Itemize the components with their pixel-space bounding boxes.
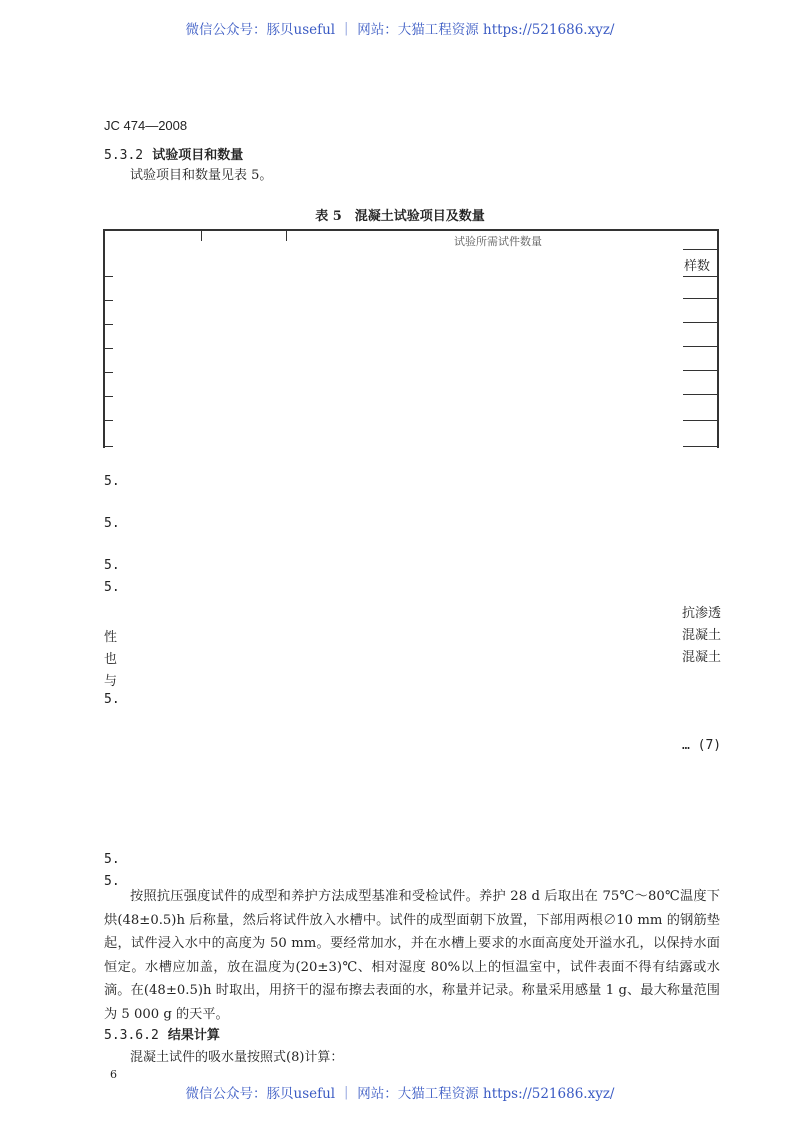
table-rule — [683, 394, 718, 395]
fragment: 5. — [104, 580, 120, 595]
table-rule — [103, 324, 113, 325]
table-rule — [103, 348, 113, 349]
table-rule — [103, 446, 113, 447]
watermark-top: 微信公众号：豚贝useful ｜ 网站：大猫工程资源 https://521686.xyz/ — [185, 22, 615, 38]
table-rule — [683, 249, 718, 250]
table-rule — [683, 346, 718, 347]
fragment: 5. — [104, 692, 120, 707]
section-body-2: 混凝土试件的吸水量按照式(8)计算： — [130, 1050, 344, 1065]
fragment: 也 — [104, 652, 118, 667]
section-heading-2 — [104, 1024, 220, 1043]
table-rule — [103, 300, 113, 301]
table-rule — [103, 372, 113, 373]
table-rule — [683, 276, 718, 277]
fragment: 5. — [104, 874, 120, 889]
procedure-paragraph: 按照抗压强度试件的成型和养护方法成型基准和受检试件。养护 28 d 后取出在 75℃～80℃温度下烘(48±0.5)h 后称量，然后将试件放入水槽中。试件的成型面朝下放置，下部用两根∅10 mm 的钢筋垫起，试件浸入水中的高度为 50 mm。要经常加水，并在水槽上要求的水面高度处开溢水孔，以保持水面恒定。水槽应加盖，放在温度为(20±3)℃、相对湿度 80%以上的恒温室中，试件表面不得有结露或水滴。在(48±0.5)h 时取出，用挤干的湿布擦去表面的水，称量并记录。称量采用感量 1 g、最大称量范围为 5 000 g 的天平。 — [104, 889, 720, 1022]
table-header-samples: 样数 — [684, 259, 711, 274]
document-header: JC 474—2008 — [104, 118, 188, 133]
section-number: 5.3.2 — [104, 148, 144, 163]
section-heading — [104, 144, 243, 163]
fragment: 抗渗透 — [682, 606, 722, 621]
fragment: 性 — [104, 630, 118, 645]
section-title: 试验项目和数量 — [152, 148, 244, 163]
page-number: 6 — [110, 1068, 117, 1081]
table-rule — [103, 420, 113, 421]
table-rule — [683, 298, 718, 299]
fragment: 与 — [104, 674, 118, 689]
fragment: 混凝土 — [682, 650, 722, 665]
table-caption: 表 5 混凝土试验项目及数量 — [315, 209, 485, 224]
section-number: 5.3.6.2 — [104, 1028, 159, 1043]
section-title: 结果计算 — [167, 1028, 220, 1043]
equation-number: … (7) — [682, 738, 722, 753]
fragment: 混凝土 — [682, 628, 722, 643]
fragment: 5. — [104, 558, 120, 573]
table-rule — [683, 370, 718, 371]
fragment: 5. — [104, 852, 120, 867]
table-header-group: 试验所需试件数量 — [454, 235, 542, 248]
fragment: 5. — [104, 474, 120, 489]
table-rule — [103, 276, 113, 277]
table-rule — [683, 420, 718, 421]
table-rule — [103, 396, 113, 397]
table-rule — [683, 446, 718, 447]
table-rule — [683, 322, 718, 323]
fragment: 5. — [104, 516, 120, 531]
section-body: 试验项目和数量见表 5。 — [130, 168, 273, 183]
watermark-bottom: 微信公众号：豚贝useful ｜ 网站：大猫工程资源 https://521686.xyz/ — [185, 1086, 615, 1102]
